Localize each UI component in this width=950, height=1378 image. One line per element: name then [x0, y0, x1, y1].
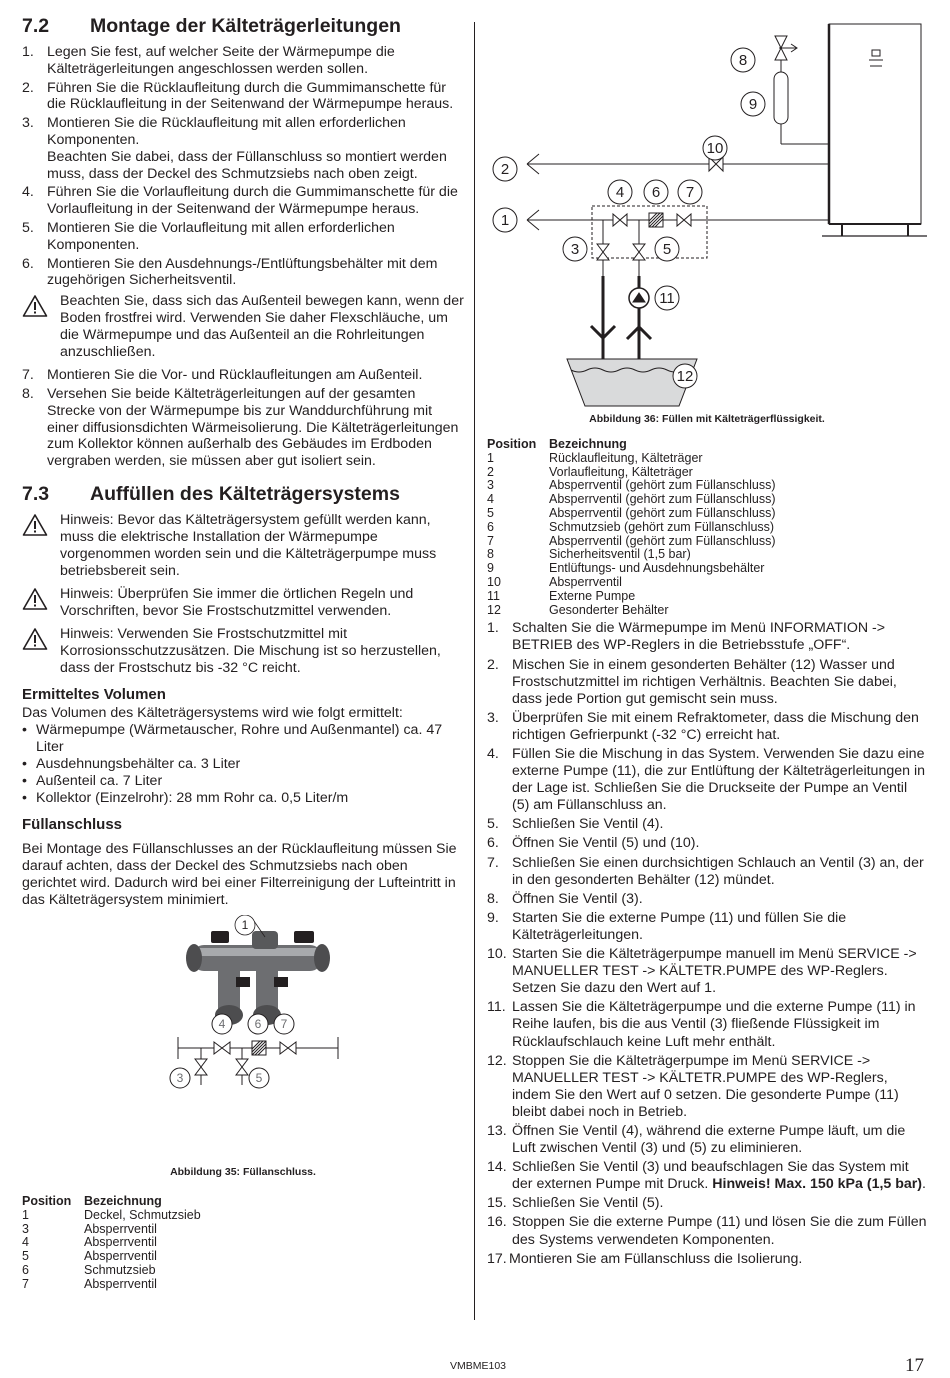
table-row: 10 Absperrventil: [487, 574, 622, 589]
volume-list: [22, 722, 464, 807]
section-7-2-steps: [22, 44, 464, 289]
warning-triangle-icon: [22, 293, 60, 361]
table-row: 6 Schmutzsieb (gehört zum Füllanschluss): [487, 519, 775, 534]
table-row: 2 Vorlaufleitung, Kälteträger: [487, 464, 693, 479]
list-item: • Kollektor (Einzelrohr): 28 mm Rohr ca. 0,5 Liter/m: [22, 789, 349, 806]
list-item: 16. Stoppen Sie die externe Pumpe (11) und lösen Sie die zum Füllen des Systems verwendeten Komponenten.: [487, 1214, 927, 1248]
fig36-label-1: 1: [500, 212, 510, 229]
list-item: 5. Schließen Sie Ventil (4).: [487, 816, 664, 833]
table-row: 3 Absperrventil (gehört zum Füllanschluss): [487, 478, 776, 493]
figure-35-drawing: [22, 915, 464, 1165]
filling-steps: [487, 620, 927, 1267]
volume-heading: Ermitteltes Volumen: [22, 685, 166, 703]
list-item: 1. Legen Sie fest, auf welcher Seite der Wärmepumpe die Kälteträgerleitungen angeschlossen werden sollen.: [22, 44, 395, 77]
table-header-row: Position Bezeichnung: [22, 1193, 162, 1208]
figure-36-legend-table: [487, 438, 775, 617]
list-item: 3. Überprüfen Sie mit einem Refraktometer, dass die Mischung den richtigen Gefrierpunkt (-32 °C) erreicht hat.: [487, 709, 919, 743]
fig36-label-4: 4: [615, 184, 625, 201]
filling-schematic: [493, 24, 927, 406]
fig35-label-7: 7: [280, 1016, 288, 1031]
document-code: VMBME103: [450, 1360, 507, 1372]
right-column: [487, 14, 927, 1270]
warning-triangle-icon: [22, 512, 60, 580]
warning-triangle-icon: [22, 586, 60, 620]
fig36-label-2: 2: [500, 161, 510, 178]
list-item: • Wärmepumpe (Wärmetauscher, Rohre und Außenmantel) ca. 47 Liter: [22, 721, 443, 755]
fig36-label-9: 9: [748, 96, 758, 113]
list-item: 1. Schalten Sie die Wärmepumpe im Menü INFORMATION -> BETRIEB des WP-Reglers in die Betriebsstufe „OFF“.: [487, 620, 886, 654]
table-row: 1 Rücklaufleitung, Kälteträger: [487, 450, 703, 465]
section-7-2-heading: 7.2 Montage der Kälteträgerleitungen: [22, 15, 401, 37]
list-item: 6. Öffnen Sie Ventil (5) und (10).: [487, 835, 700, 852]
table-row: 1 Deckel, Schmutzsieb: [22, 1207, 201, 1222]
list-item: 7. Montieren Sie die Vor- und Rücklaufleitungen am Außenteil.: [22, 367, 423, 384]
table-row: 7 Absperrventil (gehört zum Füllanschluss): [487, 533, 776, 548]
fig36-label-11: 11: [659, 290, 675, 307]
left-column: [22, 14, 464, 1292]
list-item: 5. Montieren Sie die Vorlaufleitung mit allen erforderlichen Komponenten.: [22, 219, 395, 253]
list-item: 15. Schließen Sie Ventil (5).: [487, 1195, 664, 1212]
table-row: 12 Gesonderter Behälter: [487, 602, 669, 617]
fig36-label-12: 12: [676, 368, 694, 385]
list-item: • Außenteil ca. 7 Liter: [22, 772, 163, 789]
list-item: 6. Montieren Sie den Ausdehnungs-/Entlüftungsbehälter mit dem zugehörigen Sicherheitsventil.: [22, 255, 438, 289]
table-row: 7 Absperrventil: [22, 1276, 157, 1291]
table-header-row: Position Bezeichnung: [487, 437, 627, 451]
fig36-label-8: 8: [738, 52, 748, 69]
figure-35-caption: Abbildung 35: Füllanschluss.: [170, 1165, 316, 1178]
list-item: 2. Führen Sie die Rücklaufleitung durch die Gummimanschette für die Rücklaufleitung in der Seitenwand der Wärmepumpe heraus.: [22, 79, 454, 113]
table-row: 4 Absperrventil (gehört zum Füllanschluss): [487, 492, 776, 507]
column-divider: [474, 22, 475, 1320]
section-7-3-heading: 7.3 Auffüllen des Kälteträgersystems: [22, 482, 400, 505]
fig36-label-10: 10: [706, 140, 724, 157]
table-row: 4 Absperrventil: [22, 1235, 157, 1250]
list-item: 8. Versehen Sie beide Kälteträgerleitungen auf der gesamten Strecke von der Wärmepumpe bis zur Wanddurchführung mit einer diffusionsdichten Wärmeisolierung. Die Kälteträgerleitungen zum Kollektor können außerhalb des Gebäudes im Erdboden vergraben werden, sie müssen aber gut isoliert sein.: [22, 385, 459, 470]
figure-36-drawing: [487, 14, 927, 409]
list-item: 2. Mischen Sie in einem gesonderten Behälter (12) Wasser und Frostschutzmittel im richtigen Verhältnis. Beachten Sie dabei, dass jede Portion gut gemischt sein muss.: [487, 656, 897, 707]
fill-text: Bei Montage des Füllanschlusses an der Rücklaufleitung müssen Sie darauf achten, dass der Deckel des Schmutzsiebs nach oben gerichtet wird. Dadurch wird bei einer Filterreinigung der Lufteintritt in das Kälteträgersystem minimiert.: [22, 840, 457, 908]
list-item: 13. Öffnen Sie Ventil (4), während die externe Pumpe läuft, um die Luft zwischen Ventil (3) und (5) zu eliminieren.: [487, 1122, 906, 1157]
fig35-label-4: 4: [218, 1016, 226, 1031]
list-item: 3. Montieren Sie die Rücklaufleitung mit allen erforderlichen Komponenten. Beachten Sie dabei, dass der Füllanschluss so montiert werden muss, dass der Deckel des Schmutzsiebs nach oben zeigt.: [22, 115, 447, 182]
list-item: 8. Öffnen Sie Ventil (3).: [487, 890, 643, 907]
fill-heading: Füllanschluss: [22, 815, 123, 833]
section-7-2-steps-continued: [22, 367, 464, 470]
fig35-label-5: 5: [255, 1070, 263, 1085]
table-row: 9 Entlüftungs- und Ausdehnungsbehälter: [487, 561, 765, 576]
fig35-label-6: 6: [254, 1016, 262, 1031]
fig35-label-1: 1: [241, 917, 249, 932]
note-3: Hinweis: Verwenden Sie Frostschutzmittel mit Korrosionsschutzzusätzen. Die Mischung ist so herzustellen, dass der Frostschutz bis -32 °C reicht.: [22, 626, 464, 677]
list-item: 4. Führen Sie die Vorlaufleitung durch die Gummimanschette für die Vorlaufleitung in der Seitenwand der Wärmepumpe heraus.: [22, 184, 458, 218]
list-item: 11. Lassen Sie die Kälteträgerpumpe und die externe Pumpe (11) in Reihe laufen, bis die aus Ventil (3) fließende Flüssigkeit im Rücklaufschlauch keine Luft mehr enthält.: [487, 999, 916, 1050]
volume-intro: Das Volumen des Kälteträgersystems wird wie folgt ermittelt:: [22, 704, 403, 721]
table-row: 5 Absperrventil (gehört zum Füllanschluss): [487, 505, 776, 520]
fig35-label-3: 3: [176, 1070, 184, 1085]
list-item: 14. Schließen Sie Ventil (3) und beaufschlagen Sie das System mit der externen Pumpe mit Druck. Hinweis! Max. 150 kPa (1,5 bar).: [487, 1159, 926, 1193]
fig36-label-3: 3: [570, 241, 580, 258]
table-row: 3 Absperrventil: [22, 1221, 157, 1236]
note-1: Hinweis: Bevor das Kälteträgersystem gefüllt werden kann, muss die elektrische Installation der Wärmepumpe vorgenommen worden sein und die Kälteträgerpumpe muss betriebsbereit sein.: [22, 512, 464, 580]
fig36-label-6: 6: [651, 184, 661, 201]
figure-36-caption: Abbildung 36: Füllen mit Kälteträgerflüssigkeit.: [589, 413, 825, 425]
warning-triangle-icon: [22, 626, 60, 677]
table-row: 6 Schmutzsieb: [22, 1262, 156, 1277]
fig36-label-5: 5: [662, 241, 672, 258]
table-row: 5 Absperrventil: [22, 1249, 157, 1264]
table-row: 8 Sicherheitsventil (1,5 bar): [487, 547, 691, 562]
figure-35-legend-table: [22, 1195, 201, 1292]
list-item: 10. Starten Sie die Kälteträgerpumpe manuell im Menü SERVICE -> MANUELLER TEST -> KÄLTETR.PUMPE des WP-Reglers. Setzen Sie dazu den Wert auf 1.: [487, 946, 917, 997]
list-item: 17. Montieren Sie am Füllanschluss die Isolierung.: [487, 1250, 803, 1267]
table-row: 11 Externe Pumpe: [487, 588, 636, 603]
list-item: 4. Füllen Sie die Mischung in das System. Verwenden Sie dazu eine externe Pumpe (11), die zur Entlüftung der Kälteträgerleitungen in der Lage ist. Schließen Sie die Druckseite der Pumpe an Ventil (5) am Füllanschluss an.: [487, 746, 925, 814]
list-item: • Ausdehnungsbehälter ca. 3 Liter: [22, 755, 241, 772]
note-2: Hinweis: Überprüfen Sie immer die örtlichen Regeln und Vorschriften, bevor Sie Frostschutzmittel verwenden.: [22, 586, 464, 620]
warning-note: Beachten Sie, dass sich das Außenteil bewegen kann, wenn der Boden frostfrei wird. Verwenden Sie daher Flexschläuche, um die Wärmepumpe und das Außenteil an die Rohrleitungen anzuschließen.: [22, 293, 464, 361]
fill-connection-illustration: [186, 921, 330, 1025]
fig36-label-7: 7: [685, 184, 695, 201]
list-item: 9. Starten Sie die externe Pumpe (11) und füllen Sie die Kälteträgerleitungen.: [487, 909, 847, 943]
list-item: 7. Schließen Sie einen durchsichtigen Schlauch an Ventil (3) an, der in den gesonderten Behälter (12) mündet.: [487, 854, 924, 888]
page-number: 17: [905, 1355, 924, 1376]
list-item: 12. Stoppen Sie die Kälteträgerpumpe im Menü SERVICE -> MANUELLER TEST -> KÄLTETR.PUMPE des WP-Reglers, indem Sie den Wert auf 0 setzen. Die gesonderte Pumpe (11) bleibt dabei noch in Betrieb.: [487, 1052, 899, 1120]
